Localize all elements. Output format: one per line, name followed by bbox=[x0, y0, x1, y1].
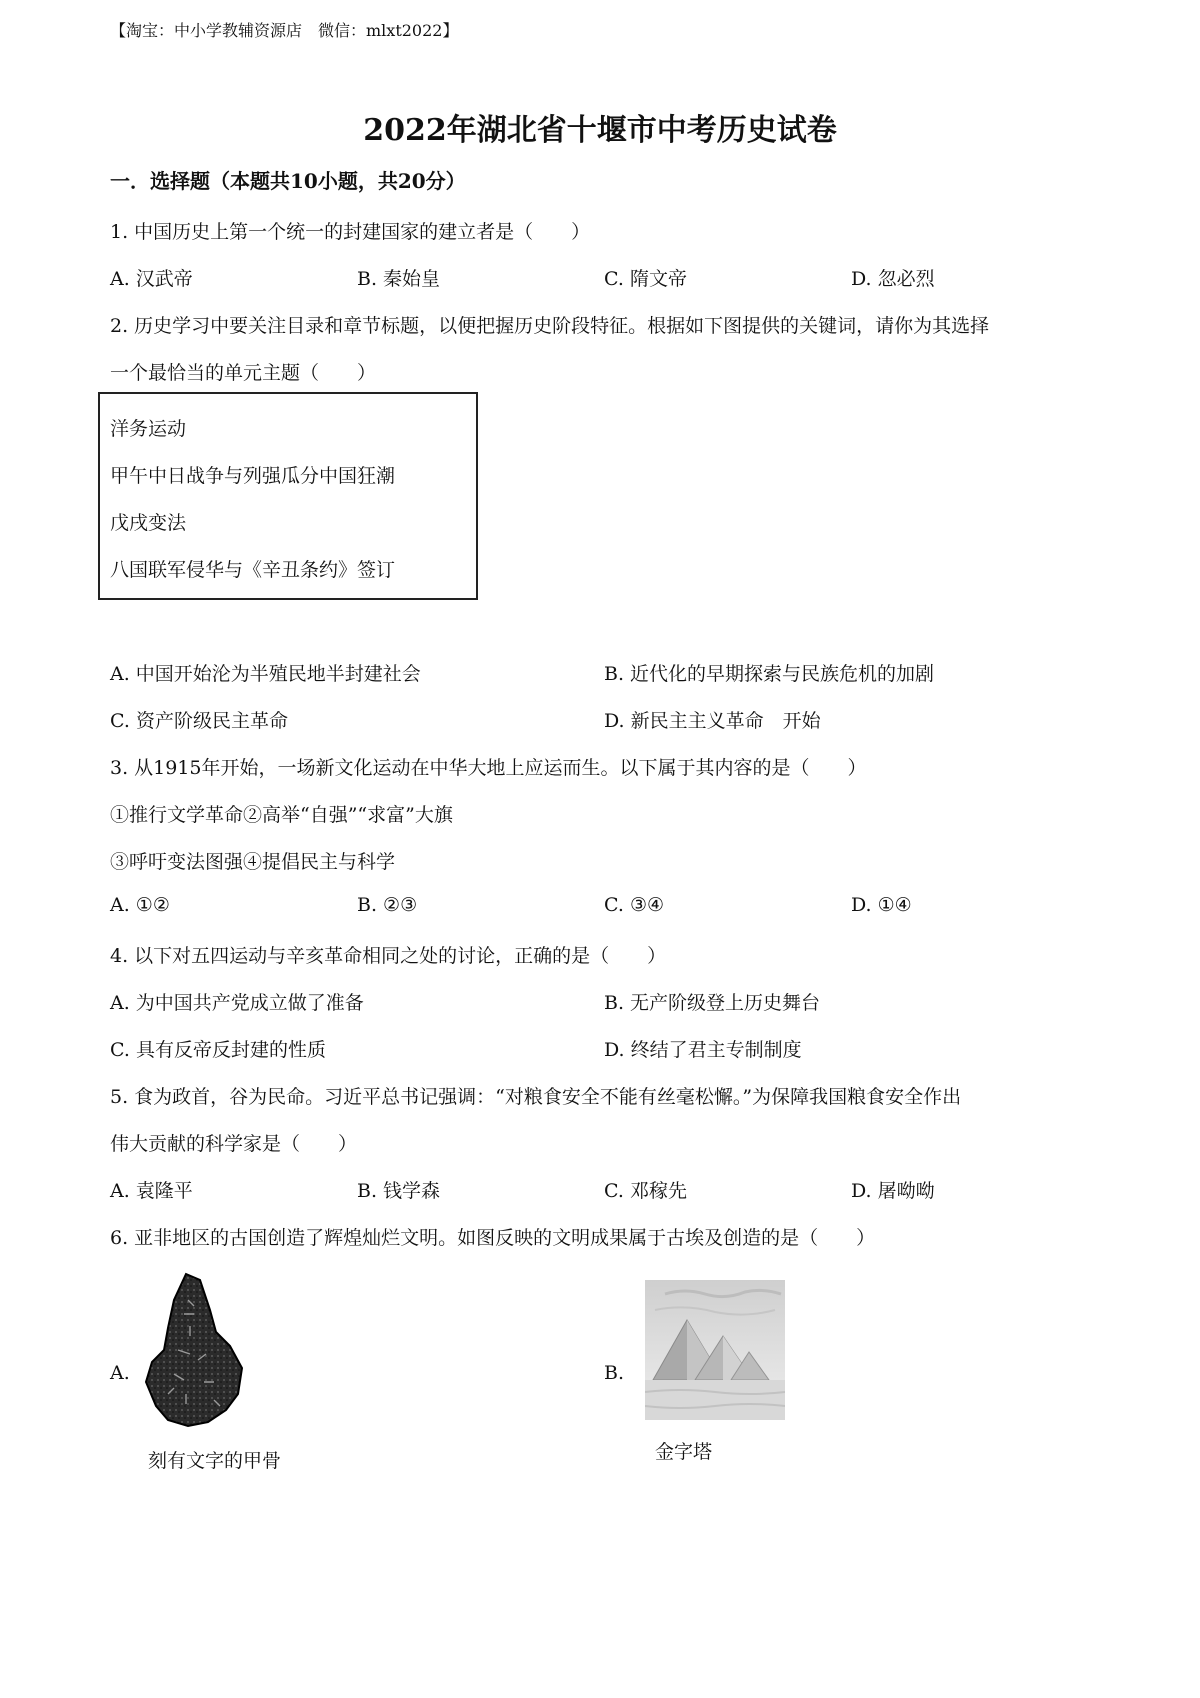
q1-option-a: A. 汉武帝 bbox=[110, 268, 193, 290]
q2-option-b: B. 近代化的早期探索与民族危机的加剧 bbox=[604, 663, 935, 685]
pyramid-image bbox=[645, 1280, 785, 1420]
q3-option-c: C. ③④ bbox=[604, 894, 665, 916]
q5-option-a: A. 袁隆平 bbox=[110, 1180, 193, 1202]
question-3-statement-1: ①推行文学革命②高举“自强”“求富”大旗 bbox=[110, 804, 453, 826]
oracle-bone-image bbox=[138, 1270, 248, 1430]
q3-option-b: B. ②③ bbox=[357, 894, 418, 916]
q6-option-a-letter: A. bbox=[110, 1362, 130, 1384]
q4-option-c: C. 具有反帝反封建的性质 bbox=[110, 1039, 326, 1061]
question-1-stem: 1. 中国历史上第一个统一的封建国家的建立者是（ ） bbox=[110, 221, 591, 243]
question-6-stem: 6. 亚非地区的古国创造了辉煌灿烂文明。如图反映的文明成果属于古埃及创造的是（ ） bbox=[110, 1227, 876, 1249]
question-2-stem-line1: 2. 历史学习中要关注目录和章节标题，以便把握历史阶段特征。根据如下图提供的关键词，请你为其选择 bbox=[110, 315, 990, 337]
q5-option-c: C. 邓稼先 bbox=[604, 1180, 687, 1202]
keyword-box bbox=[98, 392, 478, 600]
q5-option-d: D. 屠呦呦 bbox=[851, 1180, 935, 1202]
keyword-item: 甲午中日战争与列强瓜分中国狂潮 bbox=[110, 465, 396, 487]
q1-option-c: C. 隋文帝 bbox=[604, 268, 687, 290]
question-5-stem-line2: 伟大贡献的科学家是（ ） bbox=[110, 1133, 358, 1155]
q3-option-a: A. ①② bbox=[110, 894, 170, 916]
q1-option-d: D. 忽必烈 bbox=[851, 268, 935, 290]
q4-option-d: D. 终结了君主专制制度 bbox=[604, 1039, 802, 1061]
question-2-stem-line2: 一个最恰当的单元主题（ ） bbox=[110, 362, 377, 384]
q6-option-b-letter: B. bbox=[604, 1362, 625, 1384]
section-heading: 一．选择题（本题共10小题，共20分） bbox=[110, 169, 466, 193]
q4-option-a: A. 为中国共产党成立做了准备 bbox=[110, 992, 364, 1014]
keyword-item: 戊戌变法 bbox=[110, 512, 187, 534]
q6-option-b-caption: 金字塔 bbox=[655, 1441, 713, 1463]
header-note: 【淘宝：中小学教辅资源店 微信：mlxt2022】 bbox=[110, 21, 459, 40]
q2-option-d: D. 新民主主义革命 开始 bbox=[604, 710, 821, 732]
q4-option-b: B. 无产阶级登上历史舞台 bbox=[604, 992, 821, 1014]
q1-option-b: B. 秦始皇 bbox=[357, 268, 441, 290]
q3-option-d: D. ①④ bbox=[851, 894, 912, 916]
q5-option-b: B. 钱学森 bbox=[357, 1180, 441, 1202]
question-5-stem-line1: 5. 食为政首，谷为民命。习近平总书记强调：“对粮食安全不能有丝毫松懈。”为保障我国粮食安全作出 bbox=[110, 1086, 962, 1108]
question-4-stem: 4. 以下对五四运动与辛亥革命相同之处的讨论，正确的是（ ） bbox=[110, 945, 667, 967]
question-3-stem: 3. 从1915年开始，一场新文化运动在中华大地上应运而生。以下属于其内容的是（ ） bbox=[110, 757, 867, 779]
page-title: 2022年湖北省十堰市中考历史试卷 bbox=[363, 113, 837, 148]
q2-option-c: C. 资产阶级民主革命 bbox=[110, 710, 288, 732]
q6-option-a-caption: 刻有文字的甲骨 bbox=[148, 1450, 282, 1472]
question-3-statement-2: ③呼吁变法图强④提倡民主与科学 bbox=[110, 851, 396, 873]
keyword-item: 洋务运动 bbox=[110, 418, 187, 440]
keyword-item: 八国联军侵华与《辛丑条约》签订 bbox=[110, 559, 396, 581]
q2-option-a: A. 中国开始沦为半殖民地半封建社会 bbox=[110, 663, 421, 685]
